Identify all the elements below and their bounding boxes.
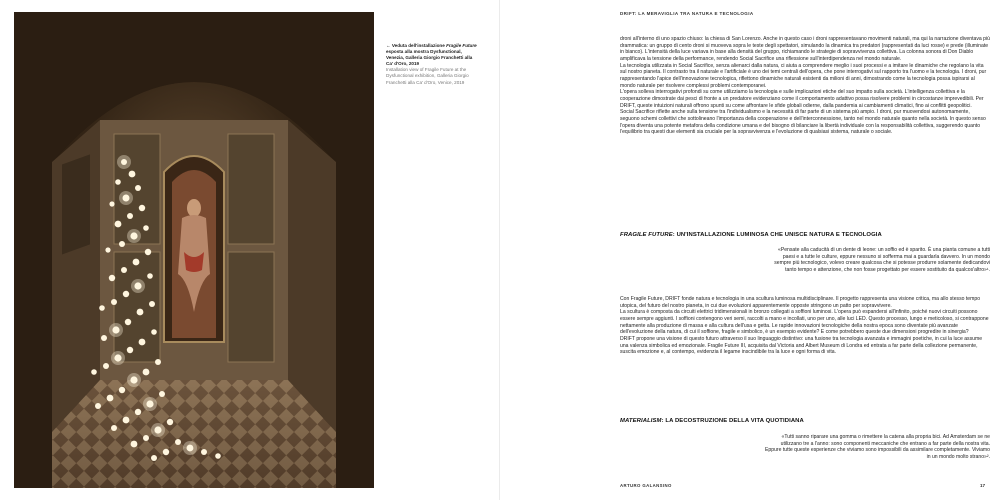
paragraph: Social Sacrifice riflette anche sulla tensione tra l'individualismo e la necessità di far parte di un sistema più ampio. I droni, pur muovendosi autonomamente, seguono schemi collettivi che sottolineano l'importanza della cooperazione e dell'interconnessione, tanto nel mondo naturale quanto nella società. In questo senso l'opera diventa una potente metafora della condizione umana e del bisogno di bilanciare la libertà individuale con la responsabilità collettiva, suggerendo quanto l'equilibrio tra questi due elementi sia cruciale per la sopravvivenza e l'evoluzione di qualsiasi sistema, naturale o sociale. [620,109,986,136]
caption-lead: Veduta dell'installazione [391,43,445,48]
right-page [500,0,1000,500]
body-text-2 [620,296,990,356]
quote-1: «Pensate alla caducità di un dente di leone: un soffio ed è sparito. È una pianta comune a tutti paesi e a tutte le culture, eppure nessuno si sofferma mai a guardarla davvero. In un mondo sempre più tecnologico, volevo creare qualcosa che si potesse produrre solamente dedicandovi tanto tempo e attenzione, che non fosse progettato per essere sostituito da qualcos'altro»¹. [774,247,990,273]
author-footer: ARTURO GALANSINO [620,483,672,488]
chapel-image [14,12,374,488]
paragraph: La tecnologia utilizzata in Social Sacrifice, senza alienarci dalla natura, ci aiuta a comprendere meglio i suoi processi e a imitare le dinamiche che regolano la vita sul nostro pianeta. Il contrasto tra il naturale e l'artificiale è uno dei temi centrali dell'opera, che pone interrogativi sul rapporto tra l'uomo e la tecnologia. I droni, pur rappresentando l'apice dell'innovazione tecnologica, riflettono dinamiche naturali esistenti da milioni di anni, dimostrando come la tecnologia possa ispirarsi al mondo naturale per risolvere complessi problemi contemporanei. [620,62,987,89]
page-number: 17 [980,483,986,488]
photo-caption [386,43,478,86]
body-text-1 [620,36,990,136]
heading-title: MATERIALISM [620,418,662,424]
running-head: DRIFT: LA MERAVIGLIA TRA NATURA E TECNOLOGIA [620,11,754,16]
arrow-left-icon: ← [386,43,391,48]
paragraph: La scultura è composta da circuiti elettrici tridimensionali in bronzo collegati a soffioni luminosi. L'opera può espandersi all'infinito, poiché nuovi circuiti possono essere sempre aggiunti. I soffioni contengono veri semi, raccolti a mano e incollati, uno per uno, alle luci LED. Questo processo, lungo e meticoloso, si contrappone nettamente alla produzione di massa e alla cultura dell'usa e getta. Le rapide innovazioni tecnologiche della nostra epoca sono diventate più avanzate dell'evoluzione della natura, di cui il soffione, fragile e simbolico, è un esempio evidente? E come potrebbero queste due dimensioni progredire in sinergia? [620,309,989,336]
paragraph: Con Fragile Future, DRIFT fonde natura e tecnologia in una scultura luminosa multidisciplinare. Il progetto rappresenta una visione critica, ma allo stesso tempo utopica, del futuro del nostro pianeta, in cui due evoluzioni apparentemente opposte stringono un patto per sopravvivere. [620,296,981,309]
section-heading-materialism [620,418,804,424]
heading-subtitle: : LA DECOSTRUZIONE DELLA VITA QUOTIDIANA [661,418,804,424]
caption-english: Installation view of Fragile Future at the Dysfunctional exhibition, Galleria Giorgio Franchetti alla Ca' d'Oro, Venice, 2019 [386,67,469,85]
paragraph: droni all'interno di uno spazio chiuso: la chiesa di San Lorenzo. Anche in questo caso i droni rappresentavano movimenti naturali, ma qui la narrazione diventava più drammatica: un gruppo di cento droni si muoveva sopra le teste degli spettatori, simulando la dinamica tra predatori (rappresentati da luci rosse) e prede (illuminate in bianco). L'intensità della luce variava in base alla densità del gruppo, richiamando le strategie di sopravvivenza collettiva. La colonna sonora di Don Diablo amplificava la tensione della performance, rendendo Social Sacrifice una riflessione sull'interdipendenza nel mondo naturale. [620,36,990,62]
section-heading-fragile-future [620,232,882,238]
caption-title: Fragile Future [446,43,477,48]
installation-photo [14,12,374,488]
caption-italian: esposta alla mostra Dysfunctional, Venezia, Galleria Giorgio Franchetti alla Ca' d'Oro, 2019 [386,49,473,67]
paragraph: DRIFT propone una visione di questo futuro attraverso il suo linguaggio distintivo: una fusione tra tecnologia avanzata e immagini poetiche, in cui la luce assume una valenza simbolica ed emozionale. Fragile Future III, acquisita dal Victoria and Albert Museum di Londra ed entrata a far parte della collezione permanente, suscita emozione e, al contempo, evidenzia il legame inscindibile tra la luce e ogni forma di vita. [620,335,983,356]
quote-2: «Tutti sanno riparare una gomma o rimettere la catena alla propria bici. Ad Amsterdam se ne utilizzano tre a l'anno: sono componenti meccaniche che entrano a far parte della nostra vita. Eppure tutte queste esperienze che viviamo sono impossibili da assimilare completamente. Viviamo in un mondo molto strano»². [765,434,990,460]
heading-title: FRAGILE FUTURE [620,232,673,238]
heading-subtitle: : UN'INSTALLAZIONE LUMINOSA CHE UNISCE NATURA E TECNOLOGIA [672,232,882,238]
paragraph: L'opera solleva interrogativi profondi su come utilizziamo la tecnologia e sulle implicazioni etiche del suo impatto sulla società. L'intelligenza collettiva e la cooperazione dimostrate dai pesci di fronte a un predatore evidenziano come il comportamento adattivo possa risolvere problemi in circostanze imprevedibili. Per DRIFT, queste intuizioni naturali offrono spunti su come affrontare le sfide globali odierne, dalla pandemia ai cambiamenti climatici, fino ai conflitti geopolitici. [620,89,984,109]
